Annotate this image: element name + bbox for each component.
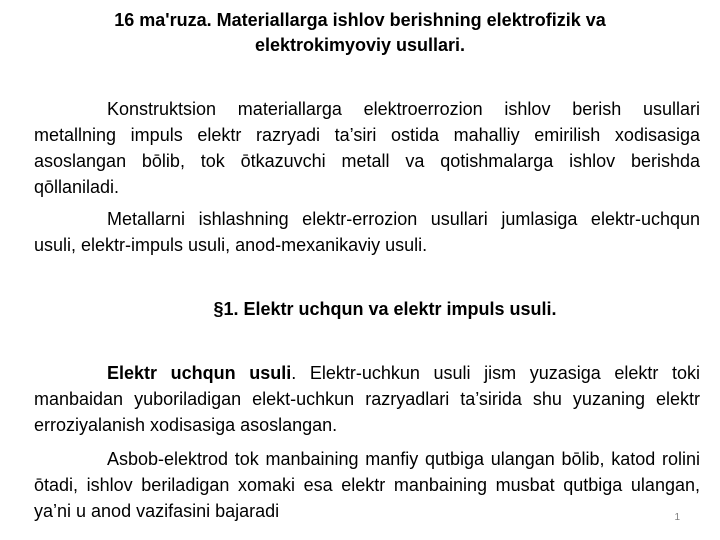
title-line-2: elektrokimyoviy usullari. [254, 35, 466, 55]
section-heading: §1. Elektr uchqun va elektr impuls usuli. [213, 299, 557, 319]
term-spark-method: Elektr uchqun usuli [107, 363, 292, 383]
paragraph-electrode: Asbob-elektrod tok manbaining manfiy qutbiga ulangan bōlib, katod rolini ōtadi, ishlov beriladigan xomaki esa elektr manbaining musbat qutbiga ulangan, ya’ni u anod vazifasini bajaradi [34, 449, 700, 521]
page-number: 1 [674, 512, 680, 523]
title-line-1: 16 ma'ruza. Materiallarga ishlov berishning elektrofizik va [114, 10, 606, 30]
paragraph-methods: Metallarni ishlashning elektr-errozion usullari jumlasiga elektr-uchqun usuli, elektr-impuls usuli, anod-mexanikaviy usuli. [34, 209, 700, 255]
paragraph-intro: Konstruktsion materiallarga elektroerrozion ishlov berish usullari metallning impuls elektr razryadi ta’siri ostida mahalliy emirilish xodisasiga asoslangan bōlib, tok ōtkazuvchi metall va qotishmalarga ishlov berishda qōllaniladi. [34, 99, 700, 197]
paragraph-spark-text: . Elektr-uchkun usuli jism yuzasiga elektr toki manbaidan yuboriladigan elekt-uchkun razryadlari ta’sirida shu yuzaning elektr erroziyalanish xodisasiga asoslangan. [34, 363, 700, 435]
paragraph-spark-method [34, 360, 700, 438]
lecture-title [40, 8, 680, 58]
